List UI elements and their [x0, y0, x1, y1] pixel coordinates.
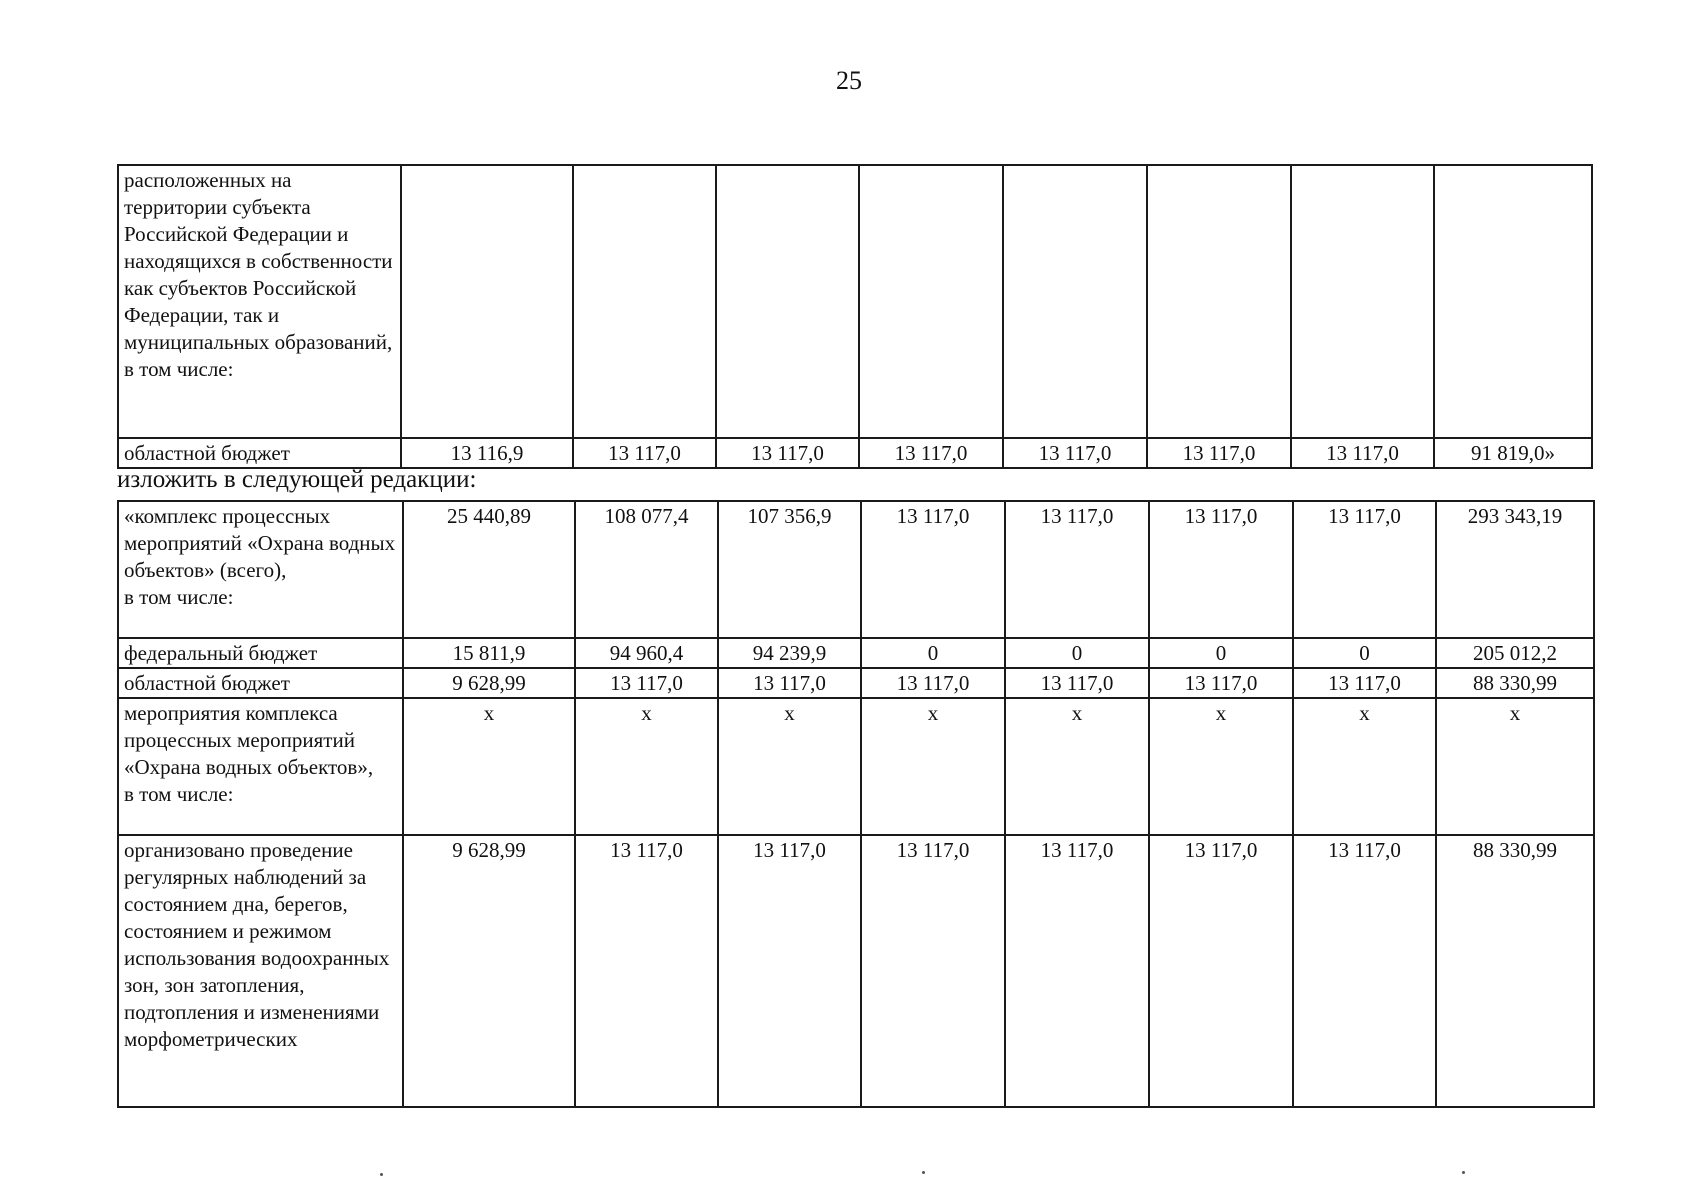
table-row	[118, 165, 1592, 438]
value-cell: 13 117,0	[1149, 501, 1293, 638]
value-cell	[716, 165, 859, 438]
value-cell: x	[403, 698, 575, 835]
row-label: организовано проведение регулярных наблюдений за состоянием дна, берегов, состоянием и режимом использования водоохранных зон, зон затопления, подтопления и изменениями морфометрических	[118, 835, 403, 1107]
value-cell: 13 117,0	[1149, 668, 1293, 698]
value-cell: 0	[1293, 638, 1436, 668]
value-cell: 0	[861, 638, 1005, 668]
row-label: областной бюджет	[118, 438, 401, 468]
value-cell: 15 811,9	[403, 638, 575, 668]
value-cell	[573, 165, 716, 438]
value-cell: 25 440,89	[403, 501, 575, 638]
value-cell: x	[1005, 698, 1149, 835]
row-label-text: расположенных на территории субъекта Российской Федерации и находящихся в собственности как субъектов Российской Федерации, так и муниципальных образований, в том числе:	[124, 168, 393, 381]
value-cell: 13 116,9	[401, 438, 573, 468]
value-cell	[1147, 165, 1291, 438]
value-cell: 91 819,0»	[1434, 438, 1592, 468]
table-row	[118, 835, 1594, 1107]
value-cell: 13 117,0	[1293, 501, 1436, 638]
value-cell: 0	[1149, 638, 1293, 668]
value-cell: x	[1149, 698, 1293, 835]
value-cell: 0	[1005, 638, 1149, 668]
budget-table-new	[117, 500, 1595, 1108]
budget-table-old	[117, 164, 1593, 469]
value-cell: 88 330,99	[1436, 668, 1594, 698]
value-cell: 13 117,0	[718, 835, 861, 1107]
row-label: областной бюджет	[118, 668, 403, 698]
value-cell: x	[575, 698, 718, 835]
value-cell: x	[718, 698, 861, 835]
value-cell: 13 117,0	[1147, 438, 1291, 468]
value-cell: x	[1293, 698, 1436, 835]
row-label	[118, 698, 403, 835]
value-cell: 13 117,0	[1293, 835, 1436, 1107]
row-label-text: мероприятия комплекса процессных мероприятий «Охрана водных объектов», в том числе:	[124, 701, 374, 806]
value-cell: 13 117,0	[716, 438, 859, 468]
table-row	[118, 638, 1594, 668]
value-cell: 13 117,0	[1291, 438, 1434, 468]
value-cell: 13 117,0	[575, 835, 718, 1107]
value-cell	[401, 165, 573, 438]
value-cell: 13 117,0	[718, 668, 861, 698]
row-label	[118, 165, 401, 438]
value-cell: 9 628,99	[403, 835, 575, 1107]
scan-speck	[922, 1171, 925, 1174]
value-cell: 13 117,0	[575, 668, 718, 698]
value-cell: 13 117,0	[1005, 501, 1149, 638]
value-cell	[1434, 165, 1592, 438]
value-cell: 293 343,19	[1436, 501, 1594, 638]
value-cell	[1003, 165, 1147, 438]
amendment-phrase: изложить в следующей редакции:	[117, 466, 477, 493]
value-cell: 13 117,0	[1005, 835, 1149, 1107]
value-cell: 13 117,0	[573, 438, 716, 468]
row-label: федеральный бюджет	[118, 638, 403, 668]
value-cell: 9 628,99	[403, 668, 575, 698]
value-cell: 13 117,0	[1003, 438, 1147, 468]
value-cell: 205 012,2	[1436, 638, 1594, 668]
value-cell: 13 117,0	[861, 668, 1005, 698]
row-label	[118, 501, 403, 638]
value-cell: 94 960,4	[575, 638, 718, 668]
value-cell: x	[1436, 698, 1594, 835]
table-row	[118, 668, 1594, 698]
value-cell: 13 117,0	[1149, 835, 1293, 1107]
value-cell: x	[861, 698, 1005, 835]
value-cell: 107 356,9	[718, 501, 861, 638]
value-cell	[1291, 165, 1434, 438]
value-cell: 13 117,0	[861, 835, 1005, 1107]
page-number: 25	[836, 66, 862, 95]
scan-speck	[380, 1173, 383, 1176]
value-cell: 13 117,0	[1005, 668, 1149, 698]
value-cell: 13 117,0	[1293, 668, 1436, 698]
value-cell: 108 077,4	[575, 501, 718, 638]
table-row	[118, 438, 1592, 468]
value-cell: 13 117,0	[859, 438, 1003, 468]
value-cell: 94 239,9	[718, 638, 861, 668]
row-label-text: «комплекс процессных мероприятий «Охрана водных объектов» (всего), в том числе:	[124, 504, 396, 609]
table-row	[118, 698, 1594, 835]
scan-speck	[1462, 1171, 1465, 1174]
value-cell: 88 330,99	[1436, 835, 1594, 1107]
table-row	[118, 501, 1594, 638]
value-cell: 13 117,0	[861, 501, 1005, 638]
value-cell	[859, 165, 1003, 438]
